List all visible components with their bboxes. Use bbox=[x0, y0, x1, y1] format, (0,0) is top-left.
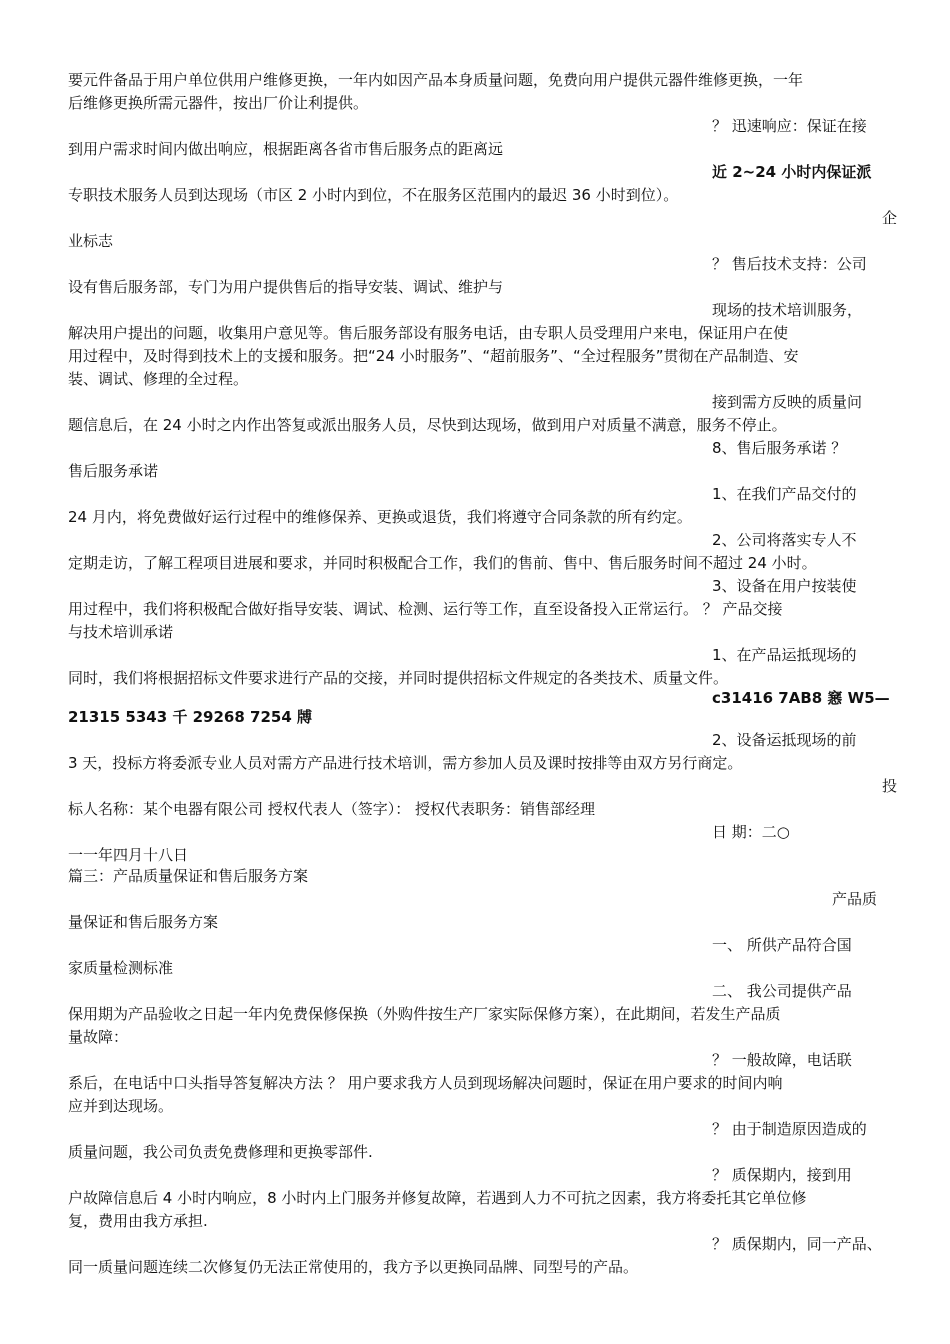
text-line: c31416 7AB8 窸 W5— bbox=[712, 689, 890, 707]
text-line: 题信息后，在 24 小时之内作出答复或派出服务人员，尽快到达现场，做到用户对质量不满意，服务不停止。 bbox=[68, 416, 787, 434]
text-line: 投 bbox=[882, 777, 898, 795]
text-line: 1、在我们产品交付的 bbox=[712, 485, 857, 503]
text-line: 应并到达现场。 bbox=[68, 1097, 174, 1115]
text-line: 用过程中，及时得到技术上的支援和服务。把“24 小时服务”、“超前服务”、“全过程服务”贯彻在产品制造、安 bbox=[68, 347, 799, 365]
text-line: 业标志 bbox=[68, 232, 114, 250]
text-line: 2、设备运抵现场的前 bbox=[712, 731, 857, 749]
text-line: 定期走访，了解工程项目进展和要求，并同时积极配合工作，我们的售前、售中、售后服务时间不超过 24 小时。 bbox=[68, 554, 817, 572]
text-line: 设有售后服务部，专门为用户提供售后的指导安装、调试、维护与 bbox=[68, 278, 504, 296]
text-line: 标人名称：某个电器有限公司 授权代表人（签字）： 授权代表职务：销售部经理 bbox=[68, 800, 596, 818]
text-line: 篇三：产品质量保证和售后服务方案 bbox=[68, 867, 309, 885]
text-line: 现场的技术培训服务， bbox=[712, 301, 863, 319]
text-line: ？ 迅速响应：保证在接 bbox=[712, 117, 867, 135]
text-line: 近 2~24 小时内保证派 bbox=[712, 163, 872, 181]
text-line: 21315 5343 千 29268 7254 牔 bbox=[68, 708, 312, 726]
text-line: 家质量检测标准 bbox=[68, 959, 174, 977]
text-line: 日 期：二○ bbox=[712, 823, 790, 841]
text-line: 同一质量问题连续二次修复仍无法正常使用的，我方予以更换同品牌、同型号的产品。 bbox=[68, 1258, 639, 1276]
text-line: ？ 一般故障，电话联 bbox=[712, 1051, 852, 1069]
text-line: 专职技术服务人员到达现场（市区 2 小时内到位，不在服务区范围内的最迟 36 小时到位）。 bbox=[68, 186, 679, 204]
text-line: 一一年四月十八日 bbox=[68, 846, 189, 864]
text-line: 二、 我公司提供产品 bbox=[712, 982, 852, 1000]
text-line: 接到需方反映的质量问 bbox=[712, 393, 863, 411]
text-line: 量保证和售后服务方案 bbox=[68, 913, 219, 931]
text-line: 户故障信息后 4 小时内响应，8 小时内上门服务并修复故障，若遇到人力不可抗之因素，我方将委托其它单位修 bbox=[68, 1189, 807, 1207]
text-line: 3、设备在用户按装使 bbox=[712, 577, 857, 595]
text-line: 后维修更换所需元器件，按出厂价让利提供。 bbox=[68, 94, 369, 112]
text-line: 一、 所供产品符合国 bbox=[712, 936, 852, 954]
text-line: 解决用户提出的问题，收集用户意见等。售后服务部设有服务电话，由专职人员受理用户来电，保证用户在使 bbox=[68, 324, 789, 342]
text-line: 装、调试、修理的全过程。 bbox=[68, 370, 249, 388]
text-line: 同时，我们将根据招标文件要求进行产品的交接，并同时提供招标文件规定的各类技术、质量文件。 bbox=[68, 669, 729, 687]
text-line: ？ 质保期内，接到用 bbox=[712, 1166, 852, 1184]
text-line: 8、售后服务承诺 ？ bbox=[712, 439, 847, 457]
text-line: 3 天，投标方将委派专业人员对需方产品进行技术培训，需方参加人员及课时按排等由双方另行商定。 bbox=[68, 754, 743, 772]
text-line: 企 bbox=[882, 209, 898, 227]
text-line: 售后服务承诺 bbox=[68, 462, 159, 480]
text-line: ？ 质保期内，同一产品、 bbox=[712, 1235, 882, 1253]
text-line: 量故障： bbox=[68, 1028, 129, 1046]
text-line: 质量问题，我公司负责免费修理和更换零部件. bbox=[68, 1143, 373, 1161]
text-line: 系后，在电话中口头指导答复解决方法 ？ 用户要求我方人员到现场解决问题时，保证在用户要求的时间内响 bbox=[68, 1074, 783, 1092]
text-line: 复，费用由我方承担. bbox=[68, 1212, 208, 1230]
text-line: ？ 由于制造原因造成的 bbox=[712, 1120, 867, 1138]
text-line: 1、在产品运抵现场的 bbox=[712, 646, 857, 664]
text-line: 与技术培训承诺 bbox=[68, 623, 174, 641]
text-line: 2、公司将落实专人不 bbox=[712, 531, 857, 549]
text-line: 到用户需求时间内做出响应，根据距离各省市售后服务点的距离远 bbox=[68, 140, 504, 158]
text-line: 要元件备品于用户单位供用户维修更换，一年内如因产品本身质量问题，免费向用户提供元器件维修更换，一年 bbox=[68, 71, 804, 89]
text-line: ？ 售后技术支持：公司 bbox=[712, 255, 867, 273]
text-line: 用过程中，我们将积极配合做好指导安装、调试、检测、运行等工作，直至设备投入正常运行。 ？ 产品交接 bbox=[68, 600, 783, 618]
text-line: 保用期为产品验收之日起一年内免费保修保换（外购件按生产厂家实际保修方案），在此期间，若发生产品质 bbox=[68, 1005, 781, 1023]
text-line: 24 月内，将免费做好运行过程中的维修保养、更换或退货，我们将遵守合同条款的所有约定。 bbox=[68, 508, 692, 526]
text-line: 产品质 bbox=[832, 890, 878, 908]
